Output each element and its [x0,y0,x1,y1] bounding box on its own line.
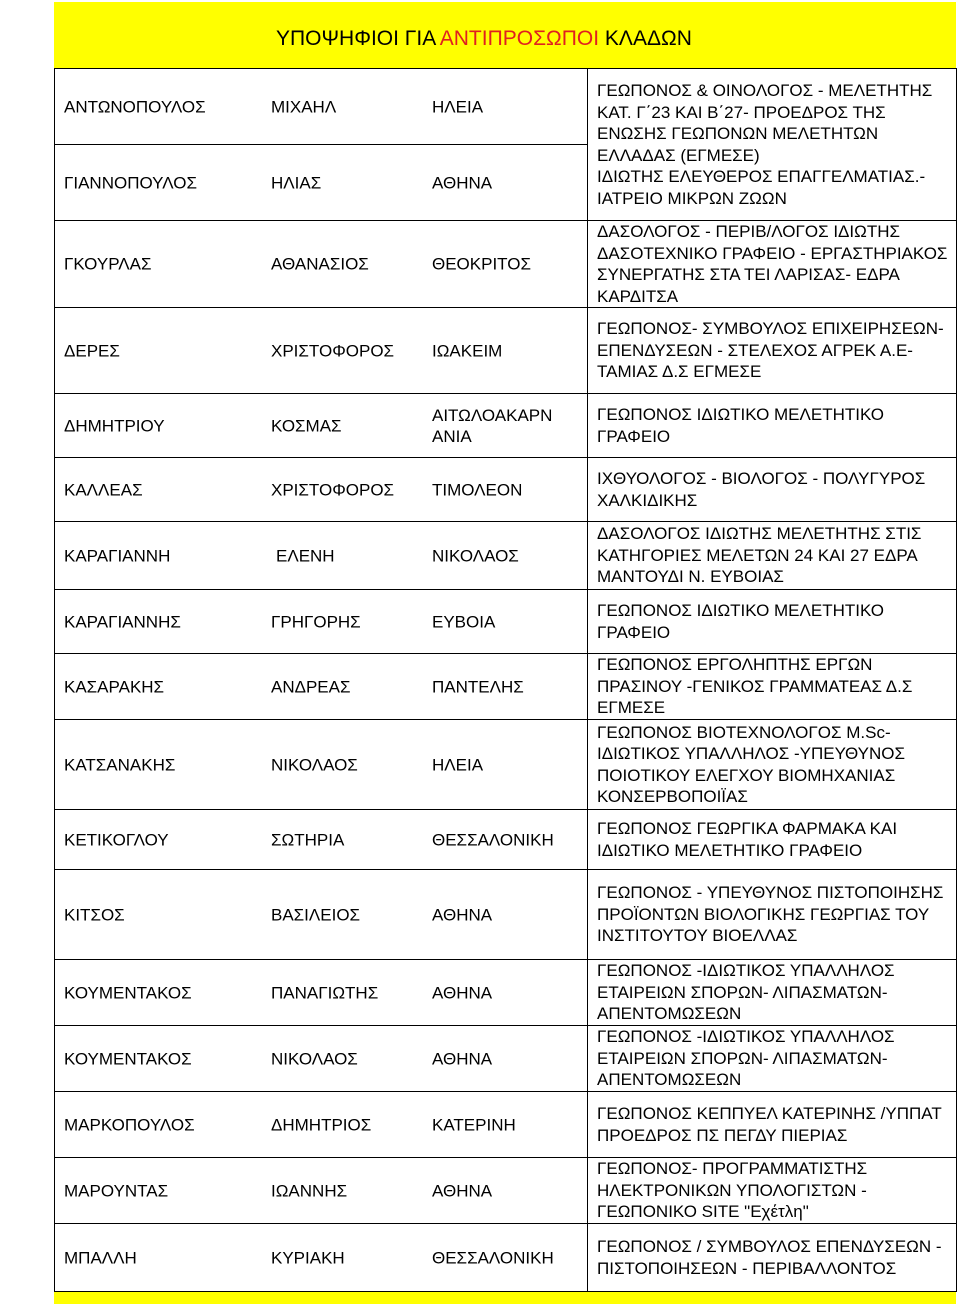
location: ΠΑΝΤΕΛΗΣ [432,677,524,696]
name-cell [55,654,588,720]
description: ΔΑΣΟΛΟΓΟΣ ΙΔΙΩΤΗΣ ΜΕΛΕΤΗΤΗΣ ΣΤΙΣ ΚΑΤΗΓΟΡΙΕΣ ΜΕΛΕΤΩΝ 24 ΚΑΙ 27 ΕΔΡΑ ΜΑΝΤΟΥΔΙ Ν. ΕΥΒΟΙΑΣ [597,524,922,587]
description: ΓΕΩΠΟΝΟΣ / ΣΥΜΒΟΥΛΟΣ ΕΠΕΝΔΥΣΕΩΝ - ΠΙΣΤΟΠΟΙΗΣΕΩΝ - ΠΕΡΙΒΑΛΛΟΝΤΟΣ [597,1237,942,1278]
first-name: ΚΥΡΙΑΚΗ [271,1248,345,1267]
location: ΗΛΕΙΑ [432,97,484,116]
table-row [55,654,957,720]
title-part-2: ΑΝΤΙΠΡΟΣΩΠΟΙ [439,27,600,50]
description: ΓΕΩΠΟΝΟΣ & ΟΙΝΟΛΟΓΟΣ - ΜΕΛΕΤΗΤΗΣ ΚΑΤ. Γ΄23 ΚΑΙ Β΄27- ΠΡΟΕΔΡΟΣ ΤΗΣ ΕΝΩΣΗΣ ΓΕΩΠΟΝΩΝ ΜΕΛΕΤΗΤΩΝ ΕΛΛΑΔΑΣ (ΕΓΜΕΣΕ) [597,81,933,165]
surname: ΚΑΤΣΑΝΑΚΗΣ [64,755,176,774]
description: ΓΕΩΠΟΝΟΣ -ΙΔΙΩΤΙΚΟΣ ΥΠΑΛΛΗΛΟΣ ΕΤΑΙΡΕΙΩΝ ΣΠΟΡΩΝ- ΛΙΠΑΣΜΑΤΩΝ- ΑΠΕΝΤΟΜΩΣΕΩΝ [597,961,895,1024]
first-name: ΜΙΧΑΗΛ [271,97,337,116]
first-name: ΝΙΚΟΛΑΟΣ [271,755,358,774]
first-name: ΙΩΑΝΝΗΣ [271,1181,348,1200]
surname: ΚΑΡΑΓΙΑΝΝΗΣ [64,612,181,631]
surname: ΜΑΡΚΟΠΟΥΛΟΣ [64,1115,195,1134]
table-row [55,590,957,654]
surname: ΚΑΡΑΓΙΑΝΝΗ [64,546,171,565]
location: ΝΙΚΟΛΑΟΣ [432,546,519,565]
surname: ΓΙΑΝΝΟΠΟΥΛΟΣ [64,173,197,192]
location: ΗΛΕΙΑ [432,755,484,774]
name-cell [55,590,588,654]
name-cell [55,870,588,960]
location: ΘΕΟΚΡΙΤΟΣ [432,254,531,274]
location: ΘΕΣΣΑΛΟΝΙΚΗ [432,1248,554,1267]
table-row [55,308,957,394]
first-name: ΧΡΙΣΤΟΦΟΡΟΣ [271,341,395,360]
description: ΙΔΙΩΤΗΣ ΕΛΕΥΘΕΡΟΣ ΕΠΑΓΓΕΛΜΑΤΙΑΣ.- ΙΑΤΡΕΙΟ ΜΙΚΡΩΝ ΖΩΩΝ [597,167,926,208]
description: ΓΕΩΠΟΝΟΣ -ΙΔΙΩΤΙΚΟΣ ΥΠΑΛΛΗΛΟΣ ΕΤΑΙΡΕΙΩΝ ΣΠΟΡΩΝ- ΛΙΠΑΣΜΑΤΩΝ- ΑΠΕΝΤΟΜΩΣΕΩΝ [597,1027,895,1090]
description-cell [588,960,957,1026]
table-row [55,69,957,145]
first-name: ΕΛΕΝΗ [276,546,335,565]
table-row [55,221,957,308]
location: ΤΙΜΟΛΕΟΝ [432,480,523,499]
description-cell [588,458,957,522]
location: ΕΥΒΟΙΑ [432,612,496,631]
location: ΑΙΤΩΛΟΑΚΑΡΝ ΑΝΙΑ [432,405,553,446]
name-cell [55,145,588,221]
surname: ΜΑΡΟΥΝΤΑΣ [64,1181,169,1200]
table-row [55,720,957,810]
first-name: ΔΗΜΗΤΡΙΟΣ [271,1115,372,1134]
name-cell [55,221,588,308]
description-cell [588,308,957,394]
table-row [55,394,957,458]
location: ΑΘΗΝΑ [432,1181,493,1200]
location: ΘΕΣΣΑΛΟΝΙΚΗ [432,830,554,849]
description-cell [588,69,957,221]
first-name: ΒΑΣΙΛΕΙΟΣ [271,905,361,924]
table-row [55,1158,957,1224]
surname: ΚΟΥΜΕΝΤΑΚΟΣ [64,983,192,1002]
table-row [55,870,957,960]
name-cell [55,522,588,590]
surname: ΚΑΣΑΡΑΚΗΣ [64,677,165,696]
location: ΑΘΗΝΑ [432,983,493,1002]
description: ΓΕΩΠΟΝΟΣ- ΣΥΜΒΟΥΛΟΣ ΕΠΙΧΕΙΡΗΣΕΩΝ-ΕΠΕΝΔΥΣΕΩΝ - ΣΤΕΛΕΧΟΣ ΑΓΡΕΚ Α.Ε- ΤΑΜΙΑΣ Δ.Σ ΕΓΜΕΣΕ [597,319,944,382]
surname: ΔΕΡΕΣ [64,341,120,360]
title-part-1: ΥΠΟΨΗΦΙΟΙ ΓΙΑ [276,27,440,50]
location: ΑΘΗΝΑ [432,905,493,924]
surname: ΚΟΥΜΕΝΤΑΚΟΣ [64,1049,192,1068]
first-name: ΗΛΙΑΣ [271,173,322,192]
table-row [55,522,957,590]
first-name: ΚΟΣΜΑΣ [271,416,342,435]
name-cell [55,960,588,1026]
name-cell [55,1092,588,1158]
surname: ΚΙΤΣΟΣ [64,905,125,924]
first-name: ΑΝΔΡΕΑΣ [271,677,351,696]
surname: ΓΚΟΥΡΛΑΣ [64,254,152,274]
table-row [55,960,957,1026]
description: ΙΧΘΥΟΛΟΓΟΣ - ΒΙΟΛΟΓΟΣ - ΠΟΛΥΓΥΡΟΣ ΧΑΛΚΙΔΙΚΗΣ [597,469,926,510]
first-name: ΓΡΗΓΟΡΗΣ [271,612,361,631]
description-cell [588,394,957,458]
description: ΓΕΩΠΟΝΟΣ ΕΡΓΟΛΗΠΤΗΣ ΕΡΓΩΝ ΠΡΑΣΙΝΟΥ -ΓΕΝΙΚΟΣ ΓΡΑΜΜΑΤΕΑΣ Δ.Σ ΕΓΜΕΣΕ [597,655,913,718]
name-cell [55,394,588,458]
description: ΓΕΩΠΟΝΟΣ ΙΔΙΩΤΙΚΟ ΜΕΛΕΤΗΤΙΚΟ ΓΡΑΦΕΙΟ [597,601,885,642]
description-cell [588,1092,957,1158]
description: ΔΑΣΟΛΟΓΟΣ - ΠΕΡΙΒ/ΛΟΓΟΣ ΙΔΙΩΤΗΣ ΔΑΣΟΤΕΧΝΙΚΟ ΓΡΑΦΕΙΟ - ΕΡΓΑΣΤΗΡΙΑΚΟΣ ΣΥΝΕΡΓΑΤΗΣ ΣΤΑ ΤΕΙ ΛΑΡΙΣΑΣ- ΕΔΡΑ ΚΑΡΔΙΤΣΑ [597,222,948,306]
surname: ΚΕΤΙΚΟΓΛΟΥ [64,830,169,849]
name-cell [55,1026,588,1092]
name-cell [55,1158,588,1224]
description-cell [588,221,957,308]
location: ΚΑΤΕΡΙΝΗ [432,1115,516,1134]
name-cell [55,810,588,870]
table-row [55,458,957,522]
first-name: ΝΙΚΟΛΑΟΣ [271,1049,358,1068]
description-cell [588,590,957,654]
description: ΓΕΩΠΟΝΟΣ ΙΔΙΩΤΙΚΟ ΜΕΛΕΤΗΤΙΚΟ ΓΡΑΦΕΙΟ [597,405,885,446]
first-name: ΧΡΙΣΤΟΦΟΡΟΣ [271,480,395,499]
name-cell [55,69,588,145]
first-name: ΠΑΝΑΓΙΩΤΗΣ [271,983,379,1002]
description-cell [588,810,957,870]
description: ΓΕΩΠΟΝΟΣ- ΠΡΟΓΡΑΜΜΑΤΙΣΤΗΣ ΗΛΕΚΤΡΟΝΙΚΩΝ ΥΠΟΛΟΓΙΣΤΩΝ - ΓΕΩΠΟΝΙΚΟ SITE "Εχέτλη" [597,1159,868,1222]
candidates-table [54,68,957,1292]
description-cell [588,522,957,590]
description-cell [588,1158,957,1224]
description-cell [588,654,957,720]
name-cell [55,308,588,394]
name-cell [55,458,588,522]
first-name: ΣΩΤΗΡΙΑ [271,830,345,849]
table-row [55,810,957,870]
description-cell [588,720,957,810]
location: ΑΘΗΝΑ [432,1049,493,1068]
description-cell [588,870,957,960]
surname: ΚΑΛΛΕΑΣ [64,480,143,499]
description: ΓΕΩΠΟΝΟΣ - ΥΠΕΥΘΥΝΟΣ ΠΙΣΤΟΠΟΙΗΣΗΣ ΠΡΟΪΟΝΤΩΝ ΒΙΟΛΟΓΙΚΗΣ ΓΕΩΡΓΙΑΣ ΤΟΥ ΙΝΣΤΙΤΟΥΤΟΥ ΒΙΟΕΛΛΑΣ [597,883,944,946]
table-row [55,1026,957,1092]
page-title [276,26,692,52]
surname: ΜΠΑΛΛΗ [64,1248,137,1267]
description: ΓΕΩΠΟΝΟΣ ΚΕΠΠΥΕΛ ΚΑΤΕΡΙΝΗΣ /ΥΠΠΑΤ ΠΡΟΕΔΡΟΣ ΠΣ ΠΕΓΔΥ ΠΙΕΡΙΑΣ [597,1104,942,1145]
name-cell [55,720,588,810]
location: ΑΘΗΝΑ [432,173,493,192]
surname: ΔΗΜΗΤΡΙΟΥ [64,416,165,435]
name-cell [55,1224,588,1292]
table-row [55,1092,957,1158]
title-part-3: ΚΛΑΔΩΝ [599,27,692,50]
description: ΓΕΩΠΟΝΟΣ ΒΙΟΤΕΧΝΟΛΟΓΟΣ M.Sc- ΙΔΙΩΤΙΚΟΣ ΥΠΑΛΛΗΛΟΣ -ΥΠΕΥΘΥΝΟΣ ΠΟΙΟΤΙΚΟΥ ΕΛΕΓΧΟΥ ΒΙΟΜΗΧΑΝΙΑΣ ΚΟΝΣΕΡΒΟΠΟΙΪΑΣ [597,722,906,806]
first-name: ΑΘΑΝΑΣΙΟΣ [271,254,369,274]
description: ΓΕΩΠΟΝΟΣ ΓΕΩΡΓΙΚΑ ΦΑΡΜΑΚΑ ΚΑΙ ΙΔΙΩΤΙΚΟ ΜΕΛΕΤΗΤΙΚΟ ΓΡΑΦΕΙΟ [597,819,898,860]
surname: ΑΝΤΩΝΟΠΟΥΛΟΣ [64,97,206,116]
description-cell [588,1224,957,1292]
table-row [55,1224,957,1292]
description-cell [588,1026,957,1092]
location: ΙΩΑΚΕΙΜ [432,341,503,360]
